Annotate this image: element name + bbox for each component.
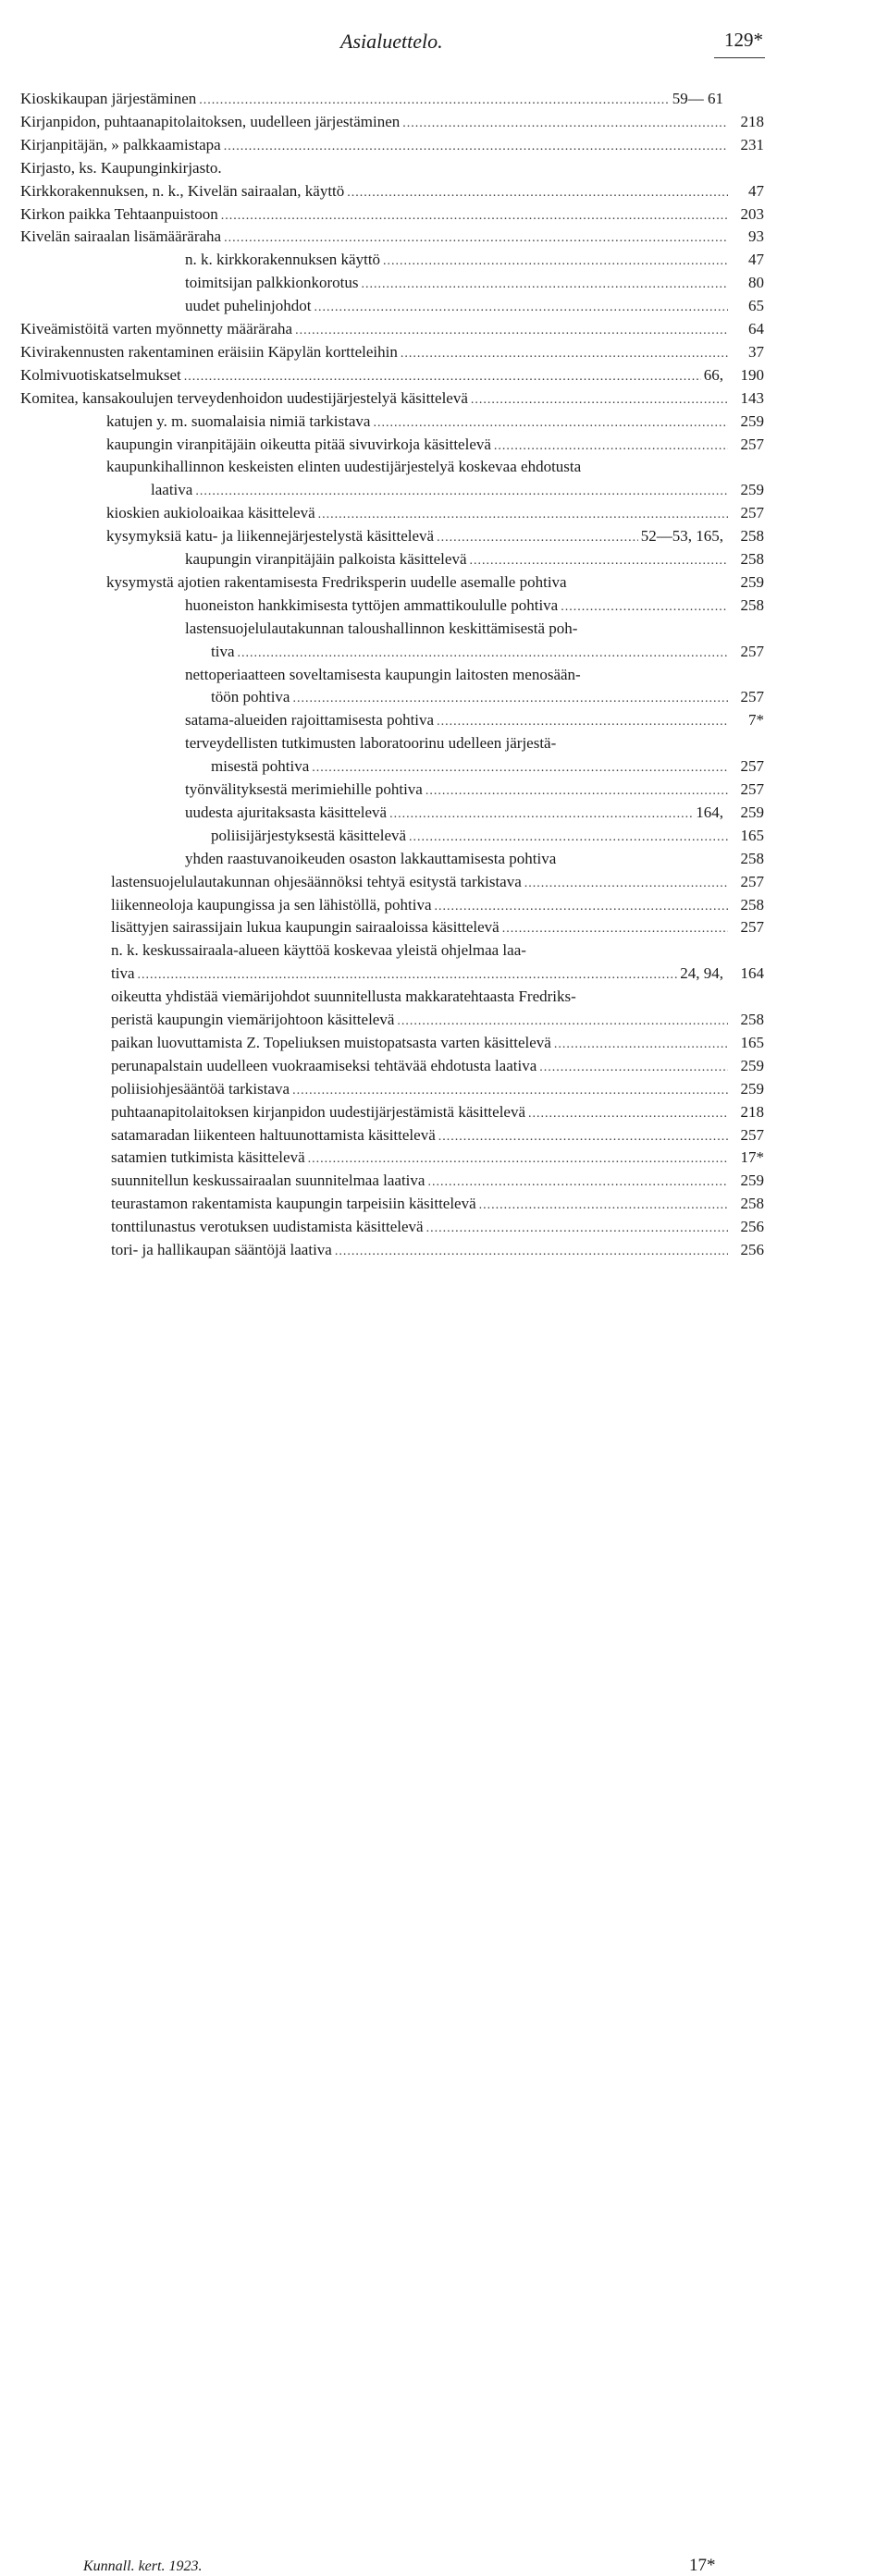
page-reference: 65 [748,297,764,315]
dot-leader [199,89,669,112]
page-reference: 47 [748,181,764,200]
entry-line [111,1100,764,1125]
index-entry [0,1031,888,1054]
index-entry [0,386,888,410]
page-reference: 259 [740,411,764,430]
index-entry [0,501,888,524]
entry-text: uudesta ajuritaksasta käsittelevä [185,803,388,821]
index-entry [0,1169,888,1192]
page-reference: 7* [748,711,764,730]
index-entry [0,640,888,663]
entry-text: kaupunkihallinnon keskeisten elinten uudestijärjestelyä koskevaa ehdotusta [106,458,582,476]
entry-text: liikenneoloja kaupungissa ja sen lähistöllä, pohtiva [111,895,432,914]
entry-text: Komitea, kansakoulujen terveydenhoidon uudestijärjestelyä käsittelevä [20,388,468,407]
page-reference: 64 [748,320,764,337]
index-entry [0,1238,888,1261]
entry-text: kioskien aukioloaikaa käsittelevä [106,504,315,522]
index-entry [0,87,888,110]
index-entry [0,478,888,501]
index-entry [0,915,888,938]
entry-line [111,1215,764,1240]
entry-line [111,1077,764,1102]
index-entry [0,1008,888,1031]
entry-text: n. k. keskussairaala-alueen käyttöä koskevaa yleistä ohjelmaa laa- [111,941,526,960]
page-reference: 257 [740,757,764,776]
index-entry [0,893,888,916]
entry-line [111,1169,764,1194]
entry-line [111,1192,764,1217]
page-reference: 258 [740,1195,764,1213]
page-reference: 203 [740,204,764,223]
entry-line [20,340,764,365]
entry-text: toimitsijan palkkionkorotus [185,274,359,292]
entry-text: yhden raastuvanoikeuden osaston lakkauttamisesta pohtiva [185,849,557,867]
index-entry [0,594,888,617]
entry-text: kaupungin viranpitäjäin palkoista käsittelevä [185,550,467,568]
entry-text: paikan luovuttamista Z. Topeliuksen muistopatsasta varten käsittelevä [111,1033,551,1051]
page-reference: 143 [740,388,764,407]
dot-leader [426,1217,728,1240]
index-entry [0,617,888,640]
entry-line [111,915,764,940]
dot-leader [471,388,728,411]
index-entry [0,778,888,801]
dot-leader [402,112,728,135]
entry-text: Kioskikaupan järjestäminen [20,90,197,107]
entry-line [106,524,764,549]
dot-leader [383,250,728,273]
page-references: 52—53, 165, [640,527,723,546]
entry-line [111,1238,764,1263]
page-reference: 258 [740,895,764,914]
page-footer [0,1276,888,2575]
index-entry [0,1054,888,1077]
subject-index [0,0,888,1276]
dot-leader [389,803,693,826]
entry-text: lastensuojelulautakunnan ohjesäännöksi tehtyä esitystä tarkistava [111,872,522,890]
entry-text: puhtaanapitolaitoksen kirjanpidon uudestijärjestämistä käsittelevä [111,1102,526,1121]
entry-line [211,640,764,665]
index-entry [0,156,888,179]
index-entry [0,1215,888,1238]
dot-leader [397,1010,728,1033]
index-entry [0,754,888,778]
entry-text: katujen y. m. suomalaisia nimiä tarkistava [106,411,371,430]
dot-leader [426,779,728,803]
dot-leader [314,296,728,319]
dot-leader [138,963,678,987]
dot-leader [502,917,728,940]
dot-leader [435,895,728,918]
entry-text: kysymyksiä katu- ja liikennejärjestelystä käsittelevä [106,527,435,546]
dot-leader [238,642,729,665]
page-reference: 256 [740,1218,764,1236]
entry-line [211,824,764,849]
index-entry [0,870,888,893]
entry-line [185,547,764,572]
index-entry [0,340,888,363]
entry-text: Kirkon paikka Tehtaanpuistoon [20,204,218,223]
entry-line [185,248,764,273]
entry-line [20,87,764,112]
index-entry [0,410,888,433]
page-reference: 259 [740,481,764,499]
signature-mark: 17* [689,2556,716,2575]
dot-leader [470,549,729,572]
index-entry [0,110,888,133]
entry-text: työnvälityksestä merimiehille pohtiva [185,780,423,798]
page-title: Asialuettelo. [340,30,443,53]
entry-text: huoneiston hankkimisesta tyttöjen ammattikoululle pohtiva [185,595,559,614]
index-entry [0,202,888,226]
index-entry [0,524,888,547]
index-entry [0,317,888,340]
page-reference: 258 [740,1011,764,1028]
index-entry [0,455,888,478]
dot-leader [312,756,728,779]
dot-leader [401,342,728,365]
index-entry [0,1192,888,1215]
dot-leader [437,526,638,549]
dot-leader [361,273,728,296]
entry-text: Kivelän sairaalan lisämääräraha [20,227,222,246]
entry-line [20,156,764,181]
index-entry [0,685,888,708]
entry-text: uudet puhelinjohdot [185,297,312,315]
dot-leader [195,480,728,503]
entry-line [185,663,764,688]
index-entry [0,708,888,731]
page-reference: 17* [740,1148,764,1167]
dot-leader [561,595,728,619]
entry-text: nettoperiaatteen soveltamisesta kaupungin laitosten menosään- [185,665,581,683]
entry-line [106,455,764,480]
page-reference: 165 [740,1033,764,1051]
entry-text: tonttilunastus verotuksen uudistamista käsittelevä [111,1218,424,1236]
page-reference: 257 [740,688,764,706]
entry-line [111,1031,764,1056]
index-entry [0,363,888,386]
index-entry [0,824,888,847]
entry-text: oikeutta yhdistää viemärijohdot suunnitellusta makkaratehtaasta Fredriks- [111,987,576,1006]
entry-line [185,778,764,803]
entry-text: kaupungin viranpitäjäin oikeutta pitää sivuvirkoja käsittelevä [106,435,491,453]
entry-line [111,1008,764,1033]
entry-line [211,685,764,710]
index-entry [0,731,888,754]
entry-text: satama-alueiden rajoittamisesta pohtiva [185,711,435,730]
dot-leader [318,503,728,526]
entry-line [20,386,764,411]
entry-line [111,962,764,987]
entry-text: terveydellisten tutkimusten laboratoorinu udelleen järjestä- [185,734,557,753]
entry-line [111,893,764,918]
index-entry [0,433,888,456]
index-entry [0,962,888,985]
dot-leader [524,872,728,895]
entry-text: Kivirakennusten rakentaminen eräisiin Käpylän kortteleihin [20,342,398,361]
entry-line [185,594,764,619]
page-reference: 259 [740,1171,764,1190]
entry-line [20,110,764,135]
entry-line [20,317,764,342]
page-reference: 80 [748,274,764,292]
index-entry [0,570,888,594]
page-references: 24, 94, [680,964,723,983]
page-reference: 257 [740,1125,764,1144]
page-reference: 218 [740,112,764,130]
index-entry [0,294,888,317]
dot-leader [335,1240,728,1263]
entry-line [111,870,764,895]
page-reference: 257 [740,435,764,453]
entry-line [185,708,764,733]
dot-leader [308,1147,728,1171]
index-entry [0,271,888,294]
index-entry [0,801,888,824]
page-reference: 258 [740,595,764,614]
dot-leader [494,435,728,458]
page-reference: 256 [740,1241,764,1258]
index-entry [0,1100,888,1123]
page-references: 164, [696,803,723,821]
dot-leader [221,204,728,227]
page-number: 129* [724,29,763,51]
page-reference: 258 [740,527,764,546]
page-reference: 257 [740,780,764,798]
page-reference: 218 [740,1102,764,1121]
entry-line [20,179,764,204]
entry-text: peristä kaupungin viemärijohtoon käsittelevä [111,1011,395,1028]
entry-line [185,847,764,872]
entry-text: Kirjasto, ks. Kaupunginkirjasto. [20,158,222,177]
dot-leader [528,1102,728,1125]
index-entry [0,1123,888,1147]
dot-leader [438,1125,728,1148]
entry-text: lisättyjen sairassijain lukua kaupungin sairaaloissa käsittelevä [111,918,500,937]
entry-text: Kirjanpidon, puhtaanapitolaitoksen, uudelleen järjestäminen [20,112,401,130]
index-entry [0,179,888,202]
page-reference: 257 [740,918,764,937]
entry-text: n. k. kirkkorakennuksen käyttö [185,251,381,269]
entry-text: tori- ja hallikaupan sääntöjä laativa [111,1241,332,1258]
entry-text: Kirkkorakennuksen, n. k., Kivelän sairaalan, käyttö [20,181,345,200]
entry-line [106,501,764,526]
entry-text: teurastamon rakentamista kaupungin tarpeisiin käsittelevä [111,1195,476,1213]
entry-line [185,271,764,296]
index-entry [0,225,888,248]
entry-text: tiva [111,964,135,983]
page-reference: 259 [740,1056,764,1074]
entry-text: poliisiohjesääntöä tarkistava [111,1079,290,1098]
dot-leader [292,1079,728,1102]
page-reference: 93 [748,227,764,246]
entry-text: tiva [211,642,235,660]
entry-line [111,1054,764,1079]
entry-line [111,1123,764,1148]
dot-leader [554,1033,728,1056]
entry-line [111,1146,764,1171]
entry-text: laativa [151,481,193,499]
entry-text: misestä pohtiva [211,757,310,776]
page-reference: 257 [740,872,764,890]
index-entry [0,663,888,686]
page-reference: 190 [740,365,764,384]
entry-text: poliisijärjestyksestä käsittelevä [211,826,407,844]
dot-leader [184,365,701,388]
dot-leader [437,710,728,733]
entry-line [185,801,764,826]
page-reference: 258 [740,849,764,867]
entry-text: Kirjanpitäjän, » palkkaamistapa [20,135,221,153]
page-references: 59— 61 [672,90,723,107]
index-entry [0,1077,888,1100]
index-entry [0,133,888,156]
entry-text: satamaradan liikenteen haltuunottamista käsittelevä [111,1125,436,1144]
page-reference: 258 [740,550,764,568]
dot-leader [539,1056,728,1079]
entry-text: perunapalstain uudelleen vuokraamiseksi tehtävää ehdotusta laativa [111,1056,537,1074]
entry-line [106,410,764,435]
index-entry [0,847,888,870]
index-entry [0,938,888,962]
page-reference: 257 [740,504,764,522]
entry-line [20,225,764,250]
entry-line [111,938,764,963]
entry-text: Kiveämistöitä varten myönnetty määräraha [20,320,293,337]
entry-line [20,363,764,388]
footer-source: Kunnall. kert. 1923. [83,2558,203,2574]
entry-text: kysymystä ajotien rakentamisesta Fredriksperin uudelle asemalle pohtiva [106,572,567,591]
page-references: 66, [703,365,723,384]
page-reference: 231 [740,135,764,153]
page-reference: 165 [740,826,764,844]
dot-leader [373,411,728,435]
page-reference: 259 [740,572,764,591]
dot-leader [427,1171,728,1194]
entry-text: töön pohtiva [211,688,290,706]
page-reference: 37 [748,342,764,361]
entry-line [106,570,764,595]
index-entry [0,1146,888,1169]
page-reference: 257 [740,642,764,660]
dot-leader [295,319,728,342]
entry-line [20,133,764,158]
page-reference: 259 [740,1079,764,1098]
index-entry [0,985,888,1008]
dot-leader [292,687,728,710]
entry-text: lastensuojelulautakunnan taloushallinnon keskittämisestä poh- [185,619,578,637]
index-entry [0,547,888,570]
entry-line [111,985,764,1010]
dot-leader [409,826,728,849]
entry-line [185,294,764,319]
page-reference: 164 [740,964,764,983]
entry-line [185,731,764,756]
dot-leader [224,227,728,250]
entry-line [211,754,764,779]
entry-text: suunnitellun keskussairaalan suunnitelmaa laativa [111,1171,426,1190]
entry-text: satamien tutkimista käsittelevä [111,1148,305,1167]
entry-line [106,433,764,458]
page-reference: 259 [740,803,764,821]
entry-text: Kolmivuotiskatselmukset [20,365,181,384]
entry-line [20,202,764,227]
entry-line [151,478,764,503]
dot-leader [224,135,728,158]
entry-line [185,617,764,642]
dot-leader [479,1194,728,1217]
index-entry [0,248,888,271]
page-reference: 47 [748,251,764,269]
dot-leader [347,181,728,204]
